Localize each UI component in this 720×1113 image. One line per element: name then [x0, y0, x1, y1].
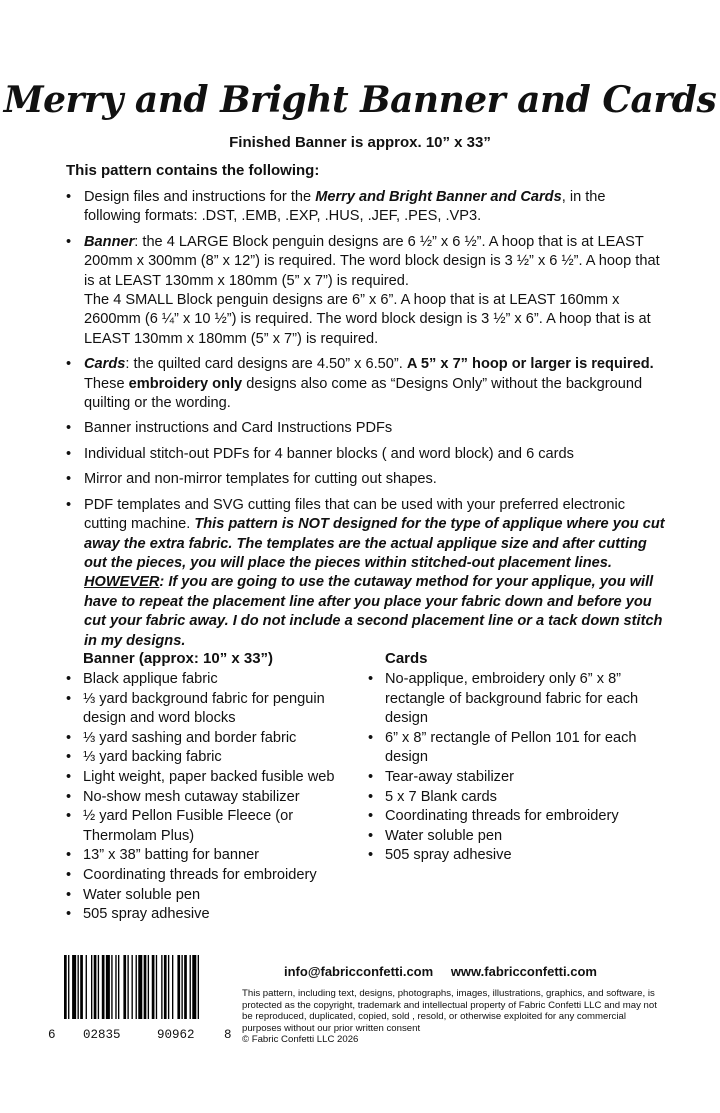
barcode-bar — [172, 955, 173, 1019]
barcode-bars — [64, 955, 242, 1019]
list-item: • Black applique fabric — [66, 670, 366, 690]
list-item: • Water soluble pen — [66, 886, 366, 906]
banner-supplies-heading: Banner (approx: 10” x 33”) — [83, 650, 274, 667]
legal-notice: This pattern, including text, designs, photographs, images, illustrations, graphics, and software, is protected as the copyright, trademark and intellectual property of Fabric Confetti LLC and may not be reproduced, duplicated, copied, sold , resold, or otherwise exploited for any commercial purposes without our prior written consent © Fabric Confetti LLC 2026 — [242, 988, 657, 1046]
barcode-bar — [190, 955, 191, 1019]
barcode-digit: 8 — [224, 1028, 232, 1042]
barcode-bar — [184, 955, 187, 1019]
barcode-bar — [72, 955, 76, 1019]
list-item: • Design files and instructions for the Merry and Bright Banner and Cards, in the following formats: .DST, .EMB, .EXP, .HUS, .JEF, .PES, .VP3. — [66, 188, 666, 227]
list-item: • PDF templates and SVG cutting files that can be used with your preferred electronic cutting machine. This pattern is NOT designed for the type of applique where you cut away the extra fabric. The templates are the actual applique size and after cutting out the pieces, you will place the pieces within stitched-out placement lines. HOWEVER: If you are going to use the cutaway method for your applique, you will have to repeat the placement line after you place your fabric down and before you cut your fabric away. I do not include a second placement line or a tack down stitch in my designs. — [66, 496, 666, 651]
barcode-digits: 02835 — [83, 1028, 121, 1042]
barcode-bar — [127, 955, 128, 1019]
barcode-bar — [106, 955, 110, 1019]
list-item: • 6” x 8” rectangle of Pellon 101 for each design — [368, 729, 668, 768]
barcode-bar — [136, 955, 137, 1019]
list-item: • Individual stitch-out PDFs for 4 banner blocks ( and word block) and 6 cards — [66, 445, 666, 464]
list-item: • 13” x 38” batting for banner — [66, 846, 366, 866]
barcode-bar — [177, 955, 180, 1019]
list-item: • ⅓ yard sashing and border fabric — [66, 729, 366, 749]
banner-supplies — [66, 649, 366, 925]
barcode-bar — [138, 955, 142, 1019]
barcode-bar — [132, 955, 133, 1019]
barcode-bar — [78, 955, 79, 1019]
list-item: • Mirror and non-mirror templates for cutting out shapes. — [66, 470, 666, 489]
list-item: • 505 spray adhesive — [368, 846, 668, 866]
email-link[interactable]: info@fabricconfetti.com — [284, 964, 434, 979]
contents-list — [66, 188, 666, 657]
page-subtitle: Finished Banner is approx. 10” x 33” — [229, 134, 491, 151]
list-item: • Banner: the 4 LARGE Block penguin designs are 6 ½” x 6 ½”. A hoop that is at LEAST 200mm x 300mm (8” x 12”) is required. The word block design is 3 ½” x 6 ½”. A hoop that is at LEAST 130mm x 180mm (5” x 7”) is required. The 4 SMALL Block penguin designs are 6” x 6”. A hoop that is at LEAST 160mm x 2600mm (6 ¼” x 10 ½”) is required. The word block design is 3 ½” x 6”. A hoop that is at LEAST 130mm x 180mm (5” x 7”) is required. — [66, 233, 666, 349]
contact-info — [284, 964, 611, 979]
barcode-bar — [152, 955, 155, 1019]
barcode-bar — [91, 955, 92, 1019]
barcode-bar — [86, 955, 87, 1019]
barcode-bar — [111, 955, 112, 1019]
list-item: • Water soluble pen — [368, 827, 668, 847]
banner-supplies-list — [66, 670, 366, 925]
barcode-bar — [164, 955, 167, 1019]
cards-supplies-list — [368, 670, 668, 866]
barcode-bar — [168, 955, 169, 1019]
barcode-bar — [198, 955, 199, 1019]
contents-heading: This pattern contains the following: — [66, 162, 320, 179]
list-item: • Tear-away stabilizer — [368, 768, 668, 788]
barcode-bar — [102, 955, 105, 1019]
page-title: Merry and Bright Banner and Cards — [3, 79, 717, 121]
barcode-bar — [181, 955, 182, 1019]
list-item: • Coordinating threads for embroidery — [66, 866, 366, 886]
barcode-digit: 6 — [48, 1028, 56, 1042]
list-item: • ⅓ yard backing fabric — [66, 748, 366, 768]
list-item: • Banner instructions and Card Instructions PDFs — [66, 419, 666, 438]
barcode-bar — [192, 955, 196, 1019]
barcode-bar — [148, 955, 149, 1019]
barcode-bar — [98, 955, 99, 1019]
list-item: • No-applique, embroidery only 6” x 8” rectangle of background fabric for each design — [368, 670, 668, 729]
list-item: • 5 x 7 Blank cards — [368, 788, 668, 808]
list-item: • Light weight, paper backed fusible web — [66, 768, 366, 788]
list-item: • ⅓ yard background fabric for penguin design and word blocks — [66, 690, 366, 729]
barcode-bar — [118, 955, 119, 1019]
list-item: • Cards: the quilted card designs are 4.50” x 6.50”. A 5” x 7” hoop or larger is required. These embroidery only designs also come as “Designs Only” without the background quilting or the wording. — [66, 355, 666, 413]
list-item: • No-show mesh cutaway stabilizer — [66, 788, 366, 808]
copyright-text: © Fabric Confetti LLC 2026 — [242, 1034, 359, 1046]
barcode-bar — [64, 955, 67, 1019]
barcode — [64, 955, 242, 1027]
barcode-bar — [94, 955, 97, 1019]
cards-supplies-heading: Cards — [385, 650, 428, 667]
barcode-bar — [161, 955, 162, 1019]
barcode-bar — [144, 955, 147, 1019]
barcode-bar — [123, 955, 126, 1019]
list-item: • 505 spray adhesive — [66, 905, 366, 925]
cards-supplies — [368, 649, 668, 866]
barcode-bar — [156, 955, 157, 1019]
barcode-bar — [68, 955, 69, 1019]
barcode-bar — [115, 955, 116, 1019]
website-link[interactable]: www.fabricconfetti.com — [450, 964, 597, 979]
list-item: • ½ yard Pellon Fusible Fleece (or Thermolam Plus) — [66, 807, 366, 846]
list-item: • Coordinating threads for embroidery — [368, 807, 668, 827]
barcode-digits: 90962 — [157, 1028, 195, 1042]
barcode-bar — [80, 955, 83, 1019]
